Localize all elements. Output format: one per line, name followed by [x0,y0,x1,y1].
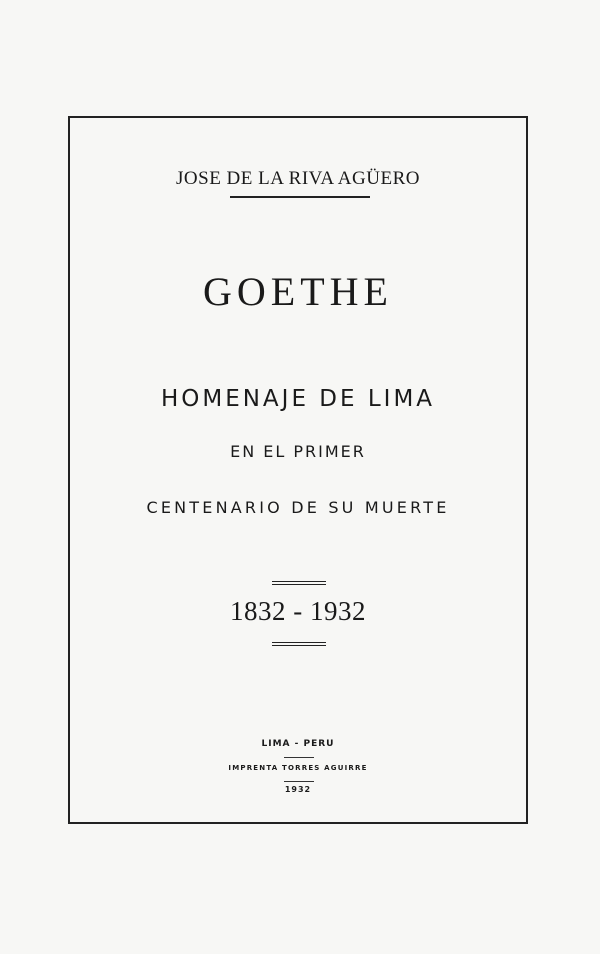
book-title: GOETHE [203,269,393,314]
subtitle-line-3: CENTENARIO DE SU MUERTE [146,498,450,517]
years-rule-top [272,581,326,585]
imprint-printer: IMPRENTA TORRES AGUIRRE [228,764,368,772]
subtitle-line-1: HOMENAJE DE LIMA [160,386,436,412]
author-name: JOSE DE LA RIVA AGÜERO [176,168,420,189]
imprint-rule-1 [284,757,314,758]
years-rule-bottom [272,642,326,646]
author-underline [230,196,370,198]
subtitle-line-2: EN EL PRIMER [230,442,366,461]
imprint-year: 1932 [284,785,312,794]
imprint-rule-2 [284,781,314,782]
imprint-place: LIMA - PERU [261,739,335,749]
cover-frame [68,116,528,824]
years: 1832 - 1932 [230,596,366,626]
